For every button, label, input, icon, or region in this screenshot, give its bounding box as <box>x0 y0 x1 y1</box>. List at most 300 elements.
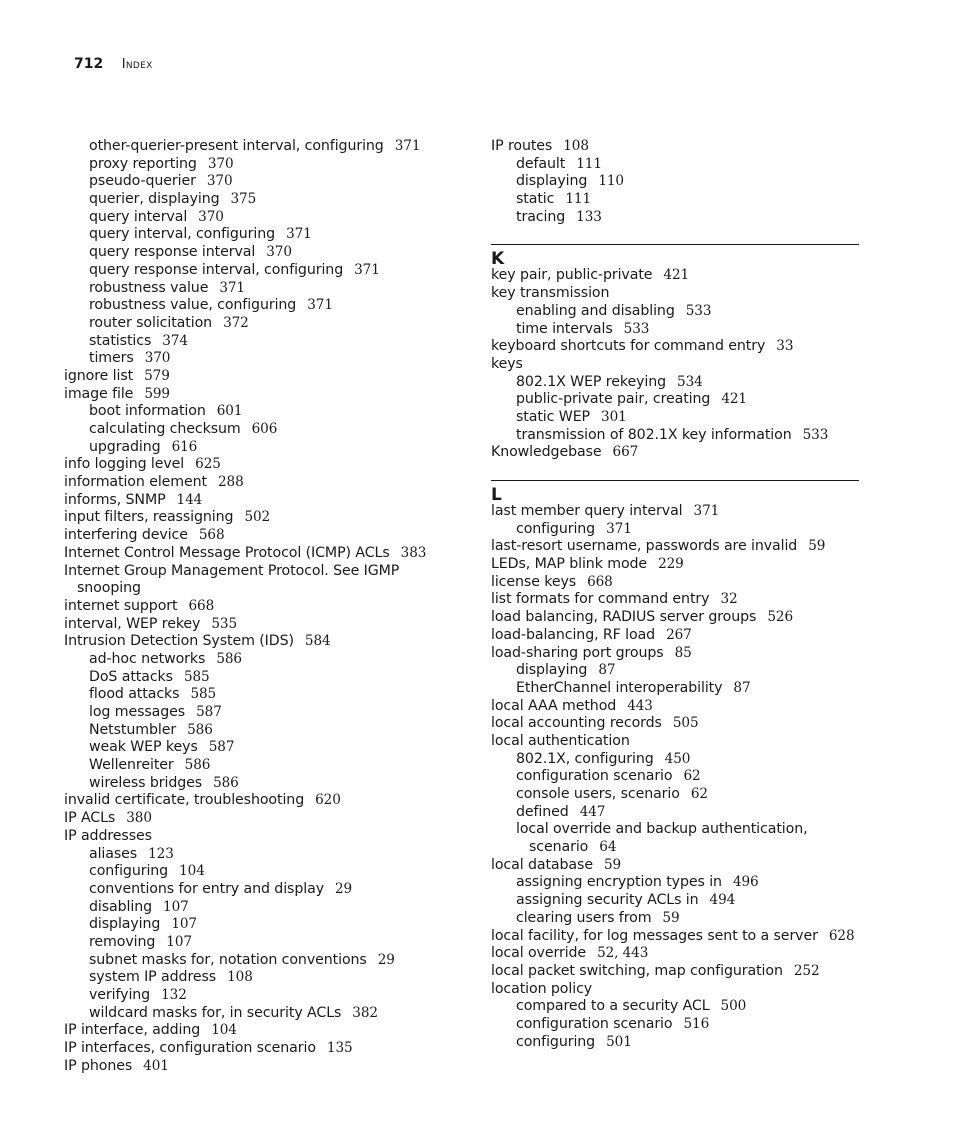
index-subentry <box>491 786 859 804</box>
entry-term: query response interval, configuring <box>89 261 344 278</box>
entry-term: assigning encryption types in <box>516 874 722 891</box>
section-l-entry-list <box>491 503 859 1051</box>
index-section-l <box>491 480 859 1051</box>
entry-page-ref: 421 <box>721 391 747 408</box>
index-subentry <box>64 952 464 970</box>
index-subentry <box>64 934 464 952</box>
entry-page-ref: 87 <box>733 679 751 696</box>
entry-term: flood attacks <box>89 686 180 703</box>
index-subentry <box>64 244 464 262</box>
entry-term: configuration scenario <box>516 1015 673 1032</box>
entry-page-ref: 606 <box>251 421 278 437</box>
entry-page-ref: 447 <box>579 803 606 820</box>
entry-term: info logging level <box>64 456 185 473</box>
entry-page-ref: 64 <box>599 839 617 856</box>
entry-term: 802.1X, configuring <box>516 750 654 767</box>
index-subentry <box>64 881 464 899</box>
entry-term: configuring <box>516 1033 596 1050</box>
entry-page-ref: 579 <box>144 367 170 384</box>
index-subentry <box>491 391 859 409</box>
entry-term: console users, scenario <box>516 786 680 802</box>
entry-term: local AAA method <box>491 697 617 714</box>
entry-term: scenario <box>529 839 589 856</box>
entry-page-ref: 85 <box>674 644 692 661</box>
index-entry <box>491 138 859 156</box>
index-entry <box>491 733 859 751</box>
index-entry <box>64 1022 464 1040</box>
entry-term: subnet masks for, notation conventions <box>89 951 367 968</box>
entry-term: public-private pair, creating <box>516 391 711 408</box>
entry-page-ref: 62 <box>683 768 701 785</box>
entry-page-ref: 371 <box>219 279 245 296</box>
entry-term: snooping <box>77 580 141 597</box>
index-subentry <box>64 846 464 864</box>
index-subentry <box>64 280 464 298</box>
index-entry <box>491 538 859 556</box>
index-entry <box>491 928 859 946</box>
entry-term: static <box>516 191 555 208</box>
index-entry <box>491 267 859 285</box>
entry-page-ref: 533 <box>623 320 650 337</box>
entry-page-ref: 133 <box>576 208 602 225</box>
entry-page-ref: 585 <box>183 668 210 685</box>
entry-page-ref: 421 <box>663 267 690 284</box>
entry-term: wildcard masks for, in security ACLs <box>89 1004 342 1021</box>
entry-term: ad-hoc networks <box>89 650 206 667</box>
entry-term: boot information <box>89 403 206 420</box>
entry-page-ref: 668 <box>587 573 613 590</box>
entry-term: IP routes <box>491 138 553 154</box>
entry-term: informs, SNMP <box>64 491 166 508</box>
index-subentry <box>64 987 464 1005</box>
entry-page-ref: 371 <box>693 503 720 519</box>
entry-term: configuring <box>89 863 169 880</box>
entry-term: static WEP <box>516 408 591 425</box>
entry-term: pseudo-querier <box>89 173 196 190</box>
entry-page-ref: 501 <box>606 1033 632 1050</box>
entry-term: query response interval <box>89 244 256 261</box>
entry-page-ref: 33 <box>776 338 794 355</box>
entry-term: Knowledgebase <box>491 444 602 461</box>
index-subentry <box>491 998 859 1016</box>
entry-term: calculating checksum <box>89 421 241 437</box>
index-subentry <box>64 651 464 669</box>
entry-term: load-balancing, RF load <box>491 626 656 643</box>
entry-term: IP ACLs <box>64 810 116 827</box>
entry-term: configuring <box>516 520 596 537</box>
index-entry <box>491 338 859 356</box>
entry-page-ref: 494 <box>709 892 736 909</box>
entry-page-ref: 535 <box>211 615 238 632</box>
entry-page-ref: 107 <box>163 898 189 915</box>
entry-page-ref: 628 <box>828 927 855 944</box>
entry-term: local facility, for log messages sent to a server <box>491 927 818 944</box>
index-subentry <box>64 350 464 368</box>
entry-term: 802.1X WEP rekeying <box>516 373 667 390</box>
index-subentry <box>491 409 859 427</box>
entry-page-ref: 107 <box>171 916 197 933</box>
entry-term: last-resort username, passwords are invalid <box>491 538 798 555</box>
entry-page-ref: 252 <box>793 962 820 979</box>
index-subentry <box>64 686 464 704</box>
entry-term: interfering device <box>64 527 188 544</box>
index-subentry <box>64 916 464 934</box>
index-entry <box>64 810 464 828</box>
entry-term: disabling <box>89 898 153 915</box>
index-entry <box>491 945 859 963</box>
entry-page-ref: 267 <box>666 626 692 643</box>
index-subentry <box>64 1005 464 1023</box>
index-entry <box>64 633 464 651</box>
page-number: 712 <box>74 56 104 72</box>
index-entry <box>491 285 859 303</box>
entry-page-ref: 587 <box>208 739 235 756</box>
index-subentry <box>64 191 464 209</box>
entry-page-ref: 371 <box>354 261 380 278</box>
index-subentry <box>491 156 859 174</box>
index-subentry <box>491 680 859 698</box>
index-entry <box>64 527 464 545</box>
index-entry <box>491 574 859 592</box>
index-subentry <box>64 333 464 351</box>
index-entry <box>491 645 859 663</box>
entry-page-ref: 370 <box>144 350 171 367</box>
entry-term: other-querier-present interval, configuring <box>89 138 384 154</box>
entry-term: EtherChannel interoperability <box>516 679 723 696</box>
index-subentry <box>64 209 464 227</box>
entry-page-ref: 616 <box>171 438 198 455</box>
entry-page-ref: 108 <box>227 969 253 986</box>
entry-page-ref: 533 <box>802 426 829 443</box>
index-entry <box>491 609 859 627</box>
entry-page-ref: 374 <box>162 332 188 349</box>
entry-page-ref: 111 <box>576 155 602 172</box>
right-entry-list <box>491 138 859 226</box>
entry-page-ref: 401 <box>143 1057 169 1074</box>
entry-page-ref: 586 <box>187 721 213 738</box>
entry-term: load-sharing port groups <box>491 644 664 661</box>
entry-term: IP interface, adding <box>64 1022 201 1039</box>
index-entry <box>64 509 464 527</box>
left-entry-list <box>64 138 464 1075</box>
entry-term: log messages <box>89 704 186 720</box>
entry-term: conventions for entry and display <box>89 880 324 897</box>
entry-page-ref: 32 <box>720 591 738 608</box>
entry-term: information element <box>64 474 207 491</box>
page-header <box>74 56 153 76</box>
entry-term: compared to a security ACL <box>516 998 710 1015</box>
entry-term: ignore list <box>64 367 134 384</box>
entry-page-ref: 568 <box>198 527 225 544</box>
index-subentry <box>64 669 464 687</box>
entry-page-ref: 526 <box>767 609 793 626</box>
running-title: Index <box>121 57 153 72</box>
entry-term: invalid certificate, troubleshooting <box>64 792 305 809</box>
entry-term: router solicitation <box>89 314 213 331</box>
index-entry <box>491 591 859 609</box>
index-subentry <box>491 191 859 209</box>
entry-page-ref: 123 <box>148 845 174 862</box>
index-subentry <box>64 138 464 156</box>
index-subentry <box>491 874 859 892</box>
entry-term: location policy <box>491 980 593 997</box>
entry-page-ref: 382 <box>352 1004 378 1021</box>
entry-term: proxy reporting <box>89 155 197 172</box>
entry-term: robustness value, configuring <box>89 297 297 314</box>
index-subentry <box>64 403 464 421</box>
entry-page-ref: 668 <box>188 597 215 614</box>
index-subentry <box>491 173 859 191</box>
entry-term: querier, displaying <box>89 191 220 208</box>
entry-page-ref: 59 <box>603 856 622 873</box>
entry-page-ref: 107 <box>166 933 192 950</box>
entry-page-ref: 586 <box>216 650 242 667</box>
index-subentry <box>64 899 464 917</box>
entry-term: key pair, public-private <box>491 267 653 284</box>
section-letter-l: L <box>491 485 502 505</box>
entry-page-ref: 229 <box>658 556 684 573</box>
index-entry <box>64 828 464 846</box>
entry-page-ref: 601 <box>216 403 243 420</box>
index-subentry <box>64 722 464 740</box>
entry-page-ref: 585 <box>190 686 217 703</box>
entry-term: transmission of 802.1X key information <box>516 426 792 443</box>
index-entry <box>64 456 464 474</box>
entry-page-ref: 104 <box>179 863 205 880</box>
entry-page-ref: 370 <box>206 173 233 190</box>
entry-term: Intrusion Detection System (IDS) <box>64 633 294 650</box>
index-subentry <box>64 297 464 315</box>
index-subentry <box>64 863 464 881</box>
entry-page-ref: 62 <box>690 786 708 802</box>
index-entry <box>64 368 464 386</box>
index-subentry <box>64 421 464 439</box>
index-entry <box>491 698 859 716</box>
section-k-entry-list <box>491 267 859 462</box>
index-entry <box>64 598 464 616</box>
entry-page-ref: 496 <box>732 874 759 891</box>
entry-term: enabling and disabling <box>516 302 675 319</box>
entry-term: defined <box>516 803 569 820</box>
entry-page-ref: 586 <box>213 774 239 791</box>
index-subentry <box>491 303 859 321</box>
entry-term: displaying <box>89 916 161 933</box>
entry-term: assigning security ACLs in <box>516 892 699 909</box>
entry-page-ref: 288 <box>218 474 244 491</box>
entry-page-ref: 443 <box>627 697 653 714</box>
index-entry <box>64 792 464 810</box>
entry-term: DoS attacks <box>89 668 173 685</box>
entry-term: query interval, configuring <box>89 226 276 243</box>
entry-term: weak WEP keys <box>89 739 198 756</box>
index-entry <box>491 356 859 374</box>
index-column-left <box>64 138 464 1075</box>
entry-page-ref: 500 <box>720 998 747 1015</box>
index-subentry <box>491 821 859 839</box>
entry-term: removing <box>89 933 156 950</box>
entry-page-ref: 586 <box>184 757 211 774</box>
index-subentry <box>491 768 859 786</box>
index-entry <box>64 492 464 510</box>
entry-page-ref: 516 <box>683 1015 710 1032</box>
entry-page-ref: 534 <box>677 373 703 390</box>
entry-term: local authentication <box>491 732 630 749</box>
entry-page-ref: 108 <box>563 138 589 154</box>
entry-term: input filters, reassigning <box>64 509 234 526</box>
index-subentry <box>64 226 464 244</box>
entry-term: internet support <box>64 597 178 614</box>
index-subentry <box>491 209 859 227</box>
index-subentry <box>64 704 464 722</box>
entry-page-ref: 371 <box>307 297 333 314</box>
index-subentry <box>491 751 859 769</box>
entry-page-ref: 372 <box>223 314 249 331</box>
entry-term: timers <box>89 350 134 367</box>
index-entry <box>491 715 859 733</box>
entry-term: image file <box>64 385 134 402</box>
index-subentry <box>491 662 859 680</box>
entry-page-ref: 371 <box>286 226 312 243</box>
index-entry <box>491 981 859 999</box>
index-entry <box>491 963 859 981</box>
entry-term: clearing users from <box>516 909 652 926</box>
index-subentry <box>491 804 859 822</box>
entry-page-ref: 132 <box>161 987 187 1003</box>
index-subentry <box>64 757 464 775</box>
index-subentry <box>64 315 464 333</box>
index-subentry <box>491 839 859 857</box>
entry-term: IP phones <box>64 1057 133 1074</box>
entry-term: local accounting records <box>491 715 662 732</box>
index-subentry <box>64 262 464 280</box>
index-entry <box>491 556 859 574</box>
index-column-right <box>491 138 859 1051</box>
entry-term: interval, WEP rekey <box>64 615 201 632</box>
entry-term: displaying <box>516 662 588 679</box>
entry-term: Internet Control Message Protocol (ICMP) ACLs <box>64 544 390 561</box>
index-entry <box>64 563 464 581</box>
entry-term: aliases <box>89 845 138 862</box>
index-entry <box>491 627 859 645</box>
entry-term: local override and backup authentication, <box>516 821 808 838</box>
index-entry <box>64 1058 464 1076</box>
entry-term: load balancing, RADIUS server groups <box>491 609 757 626</box>
entry-page-ref: 29 <box>335 880 353 897</box>
entry-term: LEDs, MAP blink mode <box>491 556 648 573</box>
entry-term: Netstumbler <box>89 721 177 738</box>
entry-page-ref: 533 <box>685 302 712 319</box>
entry-term: upgrading <box>89 438 161 455</box>
entry-term: wireless bridges <box>89 774 203 791</box>
index-entry <box>64 1040 464 1058</box>
index-entry <box>64 474 464 492</box>
index-subentry <box>491 374 859 392</box>
index-subentry <box>64 739 464 757</box>
entry-page-ref: 59 <box>808 538 826 555</box>
entry-page-ref: 52, 443 <box>597 945 649 962</box>
entry-page-ref: 59 <box>662 909 680 926</box>
entry-page-ref: 587 <box>196 704 222 720</box>
index-entry <box>64 616 464 634</box>
entry-term: configuration scenario <box>516 768 673 785</box>
entry-term: last member query interval <box>491 503 683 519</box>
entry-page-ref: 370 <box>266 244 292 261</box>
entry-term: key transmission <box>491 285 610 302</box>
entry-term: license keys <box>491 573 577 590</box>
entry-page-ref: 450 <box>664 750 691 767</box>
index-subentry <box>491 1016 859 1034</box>
entry-term: query interval <box>89 208 188 225</box>
entry-page-ref: 584 <box>304 633 331 650</box>
entry-page-ref: 620 <box>315 792 341 809</box>
index-subentry <box>491 521 859 539</box>
entry-term: list formats for command entry <box>491 591 710 608</box>
index-entry <box>64 545 464 563</box>
entry-term: statistics <box>89 332 152 349</box>
entry-page-ref: 370 <box>207 155 234 172</box>
entry-page-ref: 87 <box>598 662 616 679</box>
entry-term: verifying <box>89 987 151 1003</box>
entry-page-ref: 301 <box>601 408 627 425</box>
entry-term: local database <box>491 856 593 873</box>
index-entry <box>491 857 859 875</box>
index-subentry <box>491 910 859 928</box>
entry-page-ref: 144 <box>176 491 203 508</box>
entry-page-ref: 110 <box>598 173 624 190</box>
entry-term: displaying <box>516 173 588 190</box>
index-section-k <box>491 244 859 462</box>
entry-page-ref: 667 <box>612 444 639 461</box>
entry-term: keyboard shortcuts for command entry <box>491 338 766 355</box>
index-subentry <box>64 156 464 174</box>
index-subentry <box>64 439 464 457</box>
entry-term: IP interfaces, configuration scenario <box>64 1040 316 1057</box>
entry-term: default <box>516 155 566 172</box>
entry-page-ref: 111 <box>565 191 592 208</box>
entry-page-ref: 383 <box>400 544 427 561</box>
entry-term: local packet switching, map configuration <box>491 962 783 979</box>
entry-page-ref: 505 <box>672 715 699 732</box>
index-subentry <box>64 173 464 191</box>
entry-page-ref: 371 <box>394 138 421 154</box>
entry-term: keys <box>491 355 523 372</box>
index-subentry <box>491 892 859 910</box>
entry-page-ref: 104 <box>211 1022 237 1039</box>
index-entry <box>491 503 859 521</box>
index-entry <box>64 386 464 404</box>
entry-term: local override <box>491 945 587 962</box>
entry-term: tracing <box>516 208 566 225</box>
entry-page-ref: 371 <box>606 520 632 537</box>
index-subentry <box>491 427 859 445</box>
index-subentry <box>64 969 464 987</box>
entry-term: system IP address <box>89 969 217 986</box>
entry-page-ref: 135 <box>326 1040 353 1057</box>
entry-term: Wellenreiter <box>89 757 174 774</box>
entry-page-ref: 370 <box>198 208 224 225</box>
index-entry <box>491 444 859 462</box>
index-subentry <box>64 775 464 793</box>
index-entry <box>64 580 464 598</box>
entry-page-ref: 502 <box>244 509 271 526</box>
index-subentry <box>491 1034 859 1052</box>
entry-page-ref: 380 <box>126 810 152 827</box>
entry-term: time intervals <box>516 320 613 337</box>
entry-term: Internet Group Management Protocol. See IGMP <box>64 562 400 579</box>
entry-term: robustness value <box>89 279 209 296</box>
index-subentry <box>491 321 859 339</box>
entry-term: IP addresses <box>64 827 152 844</box>
